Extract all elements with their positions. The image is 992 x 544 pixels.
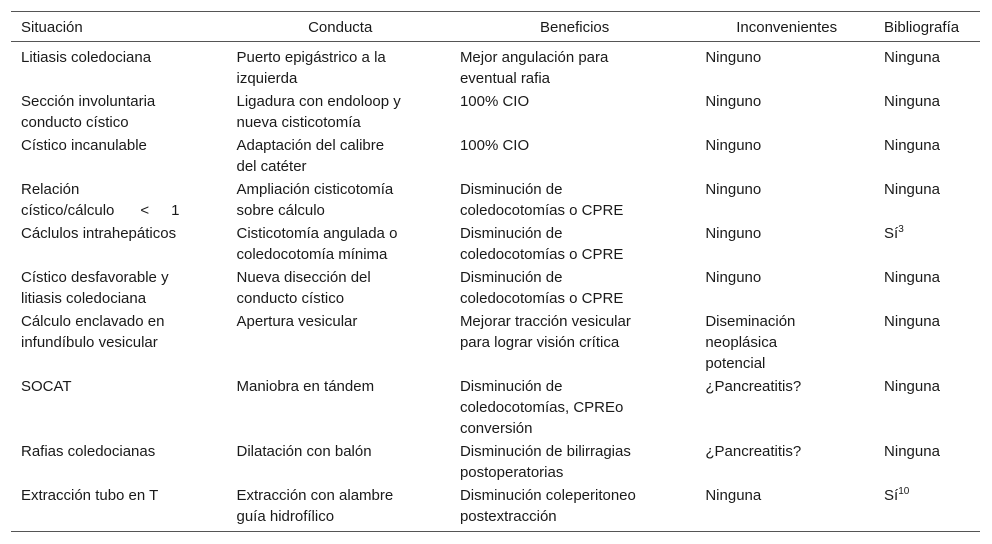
cell-conducta — [226, 134, 449, 178]
table-row — [11, 178, 980, 222]
bibliografia-value: Ninguna — [884, 181, 940, 198]
conducta-line: Apertura vesicular — [236, 313, 358, 330]
conducta-line: izquierda — [236, 70, 298, 87]
conducta-line: conducto cístico — [236, 290, 345, 307]
cell-inconvenientes — [695, 484, 874, 532]
table-row — [11, 222, 980, 266]
conducta-line: Adaptación del calibre — [236, 137, 385, 154]
conducta-line: coledocotomía mínima — [236, 246, 388, 263]
header-beneficios: Beneficios — [540, 19, 610, 36]
table-row — [11, 42, 980, 91]
beneficios-line: Disminución coleperitoneo — [459, 487, 636, 504]
cell-conducta — [226, 266, 449, 310]
cell-situacion — [11, 90, 226, 134]
cell-inconvenientes — [695, 266, 874, 310]
conducta-line: del catéter — [236, 158, 307, 175]
situacion-line: Extracción tubo en T — [21, 487, 159, 504]
conducta-line: sobre cálculo — [236, 202, 325, 219]
cell-situacion — [11, 310, 226, 375]
bibliografia-value: Ninguna — [884, 93, 940, 110]
situacion-line: Cálculo enclavado en — [21, 313, 165, 330]
conducta-line: Ligadura con endoloop y — [236, 93, 401, 110]
table-container — [11, 11, 980, 532]
bibliografia-value: Sí — [884, 225, 899, 242]
cell-beneficios — [450, 310, 695, 375]
bibliografia-value: Sí — [884, 487, 899, 504]
beneficios-line: coledocotomías o CPRE — [459, 290, 624, 307]
cell-inconvenientes — [695, 310, 874, 375]
cell-situacion — [11, 440, 226, 484]
data-table — [11, 11, 980, 532]
cell-bibliografia — [874, 440, 980, 484]
beneficios-line: 100% CIO — [459, 137, 530, 154]
situacion-line: Litiasis coledociana — [21, 49, 152, 66]
conducta-line: nueva cisticotomía — [236, 114, 361, 131]
beneficios-line: 100% CIO — [459, 93, 530, 110]
bibliografia-value: Ninguna — [884, 137, 940, 154]
bibliografia-value: Ninguna — [884, 443, 940, 460]
cell-bibliografia — [874, 178, 980, 222]
beneficios-line: coledocotomías o CPRE — [459, 202, 624, 219]
beneficios-line: coledocotomías o CPRE — [459, 246, 624, 263]
conducta-line: Cisticotomía angulada o — [236, 225, 398, 242]
table-row — [11, 310, 980, 375]
cell-situacion — [11, 375, 226, 440]
inconvenientes-line: Ninguno — [705, 93, 762, 110]
cell-inconvenientes — [695, 222, 874, 266]
cell-conducta — [226, 375, 449, 440]
cell-inconvenientes — [695, 178, 874, 222]
cell-bibliografia — [874, 42, 980, 91]
situacion-line: Cístico incanulable — [21, 137, 147, 154]
bibliografia-value: Ninguna — [884, 269, 940, 286]
cell-beneficios — [450, 42, 695, 91]
ratio-operator: < — [140, 202, 150, 219]
bibliografia-value: Ninguna — [884, 313, 940, 330]
inconvenientes-line: Ninguno — [705, 181, 762, 198]
cell-conducta — [226, 90, 449, 134]
cell-conducta — [226, 178, 449, 222]
cell-beneficios — [450, 222, 695, 266]
table-row — [11, 266, 980, 310]
inconvenientes-line: neoplásica — [705, 334, 778, 351]
situacion-line: Relación — [21, 181, 80, 198]
cell-beneficios — [450, 375, 695, 440]
beneficios-line: Disminución de — [459, 378, 563, 395]
inconvenientes-line: Ninguno — [705, 269, 762, 286]
cell-conducta — [226, 484, 449, 532]
situacion-line: Cístico desfavorable y — [21, 269, 169, 286]
inconvenientes-line: Diseminación — [705, 313, 796, 330]
inconvenientes-line: Ninguna — [705, 487, 762, 504]
header-inconvenientes: Inconvenientes — [736, 19, 838, 36]
conducta-line: Extracción con alambre — [236, 487, 394, 504]
cell-situacion — [11, 42, 226, 91]
cell-inconvenientes — [695, 375, 874, 440]
cell-bibliografia — [874, 90, 980, 134]
cell-bibliografia — [874, 484, 980, 532]
situacion-line: Sección involuntaria — [21, 93, 156, 110]
inconvenientes-line: Ninguno — [705, 49, 762, 66]
beneficios-line: eventual rafia — [459, 70, 550, 87]
cell-situacion — [11, 266, 226, 310]
cell-bibliografia — [874, 266, 980, 310]
header-conducta: Conducta — [308, 19, 373, 36]
beneficios-line: Mejorar tracción vesicular — [459, 313, 631, 330]
beneficios-line: postoperatorias — [459, 464, 564, 481]
cell-conducta — [226, 440, 449, 484]
beneficios-line: Disminución de bilirragias — [459, 443, 631, 460]
beneficios-line: Disminución de — [459, 269, 563, 286]
conducta-line: Dilatación con balón — [236, 443, 372, 460]
cell-bibliografia — [874, 310, 980, 375]
beneficios-line: postextracción — [459, 508, 557, 525]
inconvenientes-line: ¿Pancreatitis? — [705, 443, 802, 460]
ratio-text: cístico/cálculo — [21, 202, 115, 219]
cell-bibliografia — [874, 134, 980, 178]
cell-inconvenientes — [695, 42, 874, 91]
table-row — [11, 90, 980, 134]
cell-beneficios — [450, 178, 695, 222]
situacion-line: Cáclulos intrahepáticos — [21, 225, 177, 242]
situacion-line: Rafias coledocianas — [21, 443, 156, 460]
bibliografia-value: Ninguna — [884, 378, 940, 395]
beneficios-line: conversión — [459, 420, 533, 437]
cell-situacion — [11, 134, 226, 178]
table-row — [11, 375, 980, 440]
header-situacion: Situación — [21, 19, 83, 36]
conducta-line: guía hidrofílico — [236, 508, 335, 525]
table-row — [11, 440, 980, 484]
header-row — [11, 12, 980, 42]
beneficios-line: Disminución de — [459, 181, 563, 198]
table-row — [11, 134, 980, 178]
inconvenientes-line: Ninguno — [705, 137, 762, 154]
inconvenientes-line: potencial — [705, 355, 766, 372]
inconvenientes-line: ¿Pancreatitis? — [705, 378, 802, 395]
beneficios-line: para lograr visión crítica — [459, 334, 620, 351]
reference-superscript: 3 — [898, 224, 904, 235]
cell-beneficios — [450, 266, 695, 310]
cell-situacion — [11, 484, 226, 532]
ratio-value: 1 — [171, 202, 180, 219]
cell-beneficios — [450, 440, 695, 484]
beneficios-line: Mejor angulación para — [459, 49, 609, 66]
cell-inconvenientes — [695, 90, 874, 134]
conducta-line: Ampliación cisticotomía — [236, 181, 394, 198]
cell-bibliografia — [874, 222, 980, 266]
inconvenientes-line: Ninguno — [705, 225, 762, 242]
cell-bibliografia — [874, 375, 980, 440]
cell-conducta — [226, 222, 449, 266]
cell-beneficios — [450, 90, 695, 134]
beneficios-line: coledocotomías, CPREo — [459, 399, 624, 416]
cell-inconvenientes — [695, 440, 874, 484]
header-bibliografia: Bibliografía — [884, 19, 960, 36]
table-row — [11, 484, 980, 532]
cell-situacion — [11, 222, 226, 266]
cell-conducta — [226, 42, 449, 91]
conducta-line: Nueva disección del — [236, 269, 371, 286]
situacion-ratio-line — [21, 200, 220, 221]
beneficios-line: Disminución de — [459, 225, 563, 242]
table-body — [11, 42, 980, 532]
cell-beneficios — [450, 484, 695, 532]
bibliografia-value: Ninguna — [884, 49, 940, 66]
situacion-line: litiasis coledociana — [21, 290, 147, 307]
conducta-line: Puerto epigástrico a la — [236, 49, 386, 66]
situacion-line: conducto cístico — [21, 114, 129, 131]
cell-inconvenientes — [695, 134, 874, 178]
conducta-line: Maniobra en tándem — [236, 378, 375, 395]
situacion-line: infundíbulo vesicular — [21, 334, 158, 351]
reference-superscript: 10 — [898, 486, 910, 497]
cell-situacion — [11, 178, 226, 222]
situacion-line: SOCAT — [21, 378, 72, 395]
cell-beneficios — [450, 134, 695, 178]
cell-conducta — [226, 310, 449, 375]
